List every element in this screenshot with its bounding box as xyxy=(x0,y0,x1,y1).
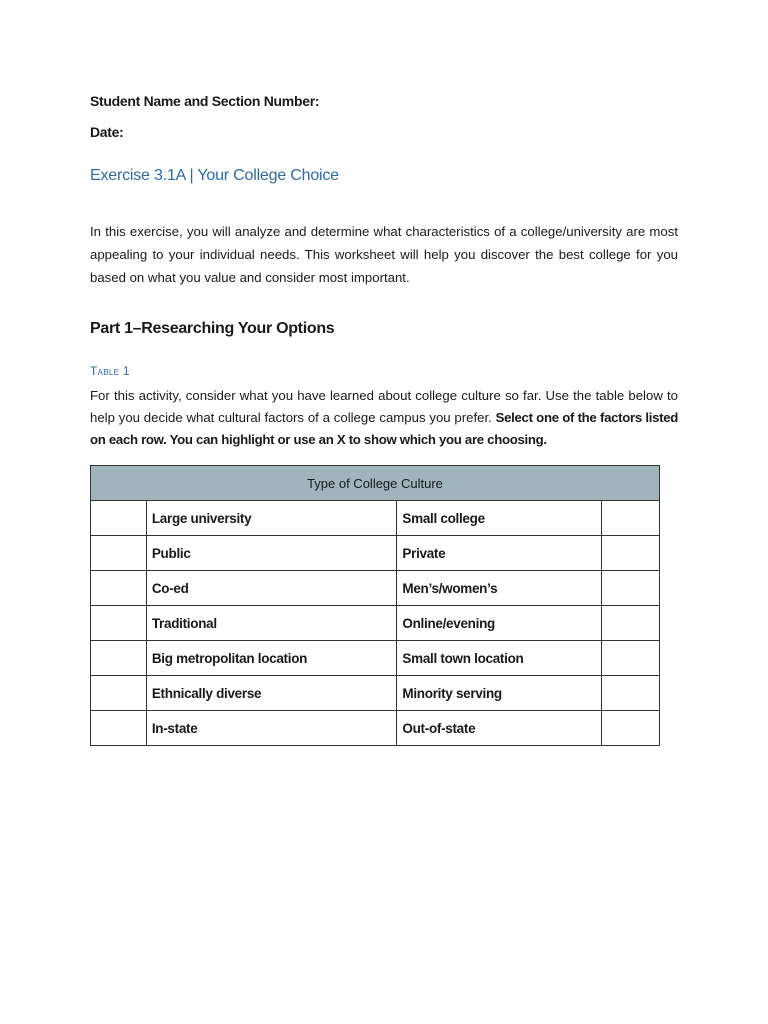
factor-left: Traditional xyxy=(146,606,397,641)
factor-right: Minority serving xyxy=(397,676,602,711)
instructions-text: For this activity, consider what you have learned about college culture so far. Use the table below to help you decide what cultural factors of a college campus you prefer. xyxy=(90,388,678,425)
choice-cell-right[interactable] xyxy=(602,571,660,606)
choice-cell-right[interactable] xyxy=(602,606,660,641)
choice-cell-left[interactable] xyxy=(91,606,147,641)
choice-cell-left[interactable] xyxy=(91,501,147,536)
choice-cell-left[interactable] xyxy=(91,711,147,746)
table-header: Type of College Culture xyxy=(91,466,660,501)
factor-left: Ethnically diverse xyxy=(146,676,397,711)
instructions-paragraph xyxy=(90,385,678,451)
factor-right: Private xyxy=(397,536,602,571)
instructions-bold-text: Select one of the factors listed on each row. You can highlight or use an X to show which you are choosing. xyxy=(90,410,678,447)
factor-right: Online/evening xyxy=(397,606,602,641)
choice-cell-right[interactable] xyxy=(602,501,660,536)
college-culture-table xyxy=(90,465,660,746)
table-row xyxy=(91,641,660,676)
choice-cell-right[interactable] xyxy=(602,676,660,711)
choice-cell-left[interactable] xyxy=(91,676,147,711)
table-row xyxy=(91,501,660,536)
table-header-row xyxy=(91,466,660,501)
factor-right: Small town location xyxy=(397,641,602,676)
factor-left: Large university xyxy=(146,501,397,536)
choice-cell-right[interactable] xyxy=(602,711,660,746)
table-caption: Table 1 xyxy=(90,364,130,378)
student-name-label: Student Name and Section Number: xyxy=(90,93,320,109)
choice-cell-right[interactable] xyxy=(602,641,660,676)
choice-cell-left[interactable] xyxy=(91,536,147,571)
table-row xyxy=(91,606,660,641)
date-label: Date: xyxy=(90,124,124,140)
factor-left: Co-ed xyxy=(146,571,397,606)
factor-right: Out-of-state xyxy=(397,711,602,746)
choice-cell-right[interactable] xyxy=(602,536,660,571)
part1-heading: Part 1–Researching Your Options xyxy=(90,320,335,337)
table-row xyxy=(91,536,660,571)
factor-left: In-state xyxy=(146,711,397,746)
choice-cell-left[interactable] xyxy=(91,571,147,606)
table-row xyxy=(91,676,660,711)
factor-right: Men’s/women’s xyxy=(397,571,602,606)
factor-right: Small college xyxy=(397,501,602,536)
factor-left: Public xyxy=(146,536,397,571)
factor-left: Big metropolitan location xyxy=(146,641,397,676)
exercise-title: Exercise 3.1A | Your College Choice xyxy=(90,167,339,184)
table-row xyxy=(91,571,660,606)
table-body xyxy=(91,501,660,746)
choice-cell-left[interactable] xyxy=(91,641,147,676)
intro-paragraph: In this exercise, you will analyze and determine what characteristics of a college/university are most appealing to your individual needs. This worksheet will help you discover the best college for you based on what you value and consider most important. xyxy=(90,224,678,285)
table-row xyxy=(91,711,660,746)
